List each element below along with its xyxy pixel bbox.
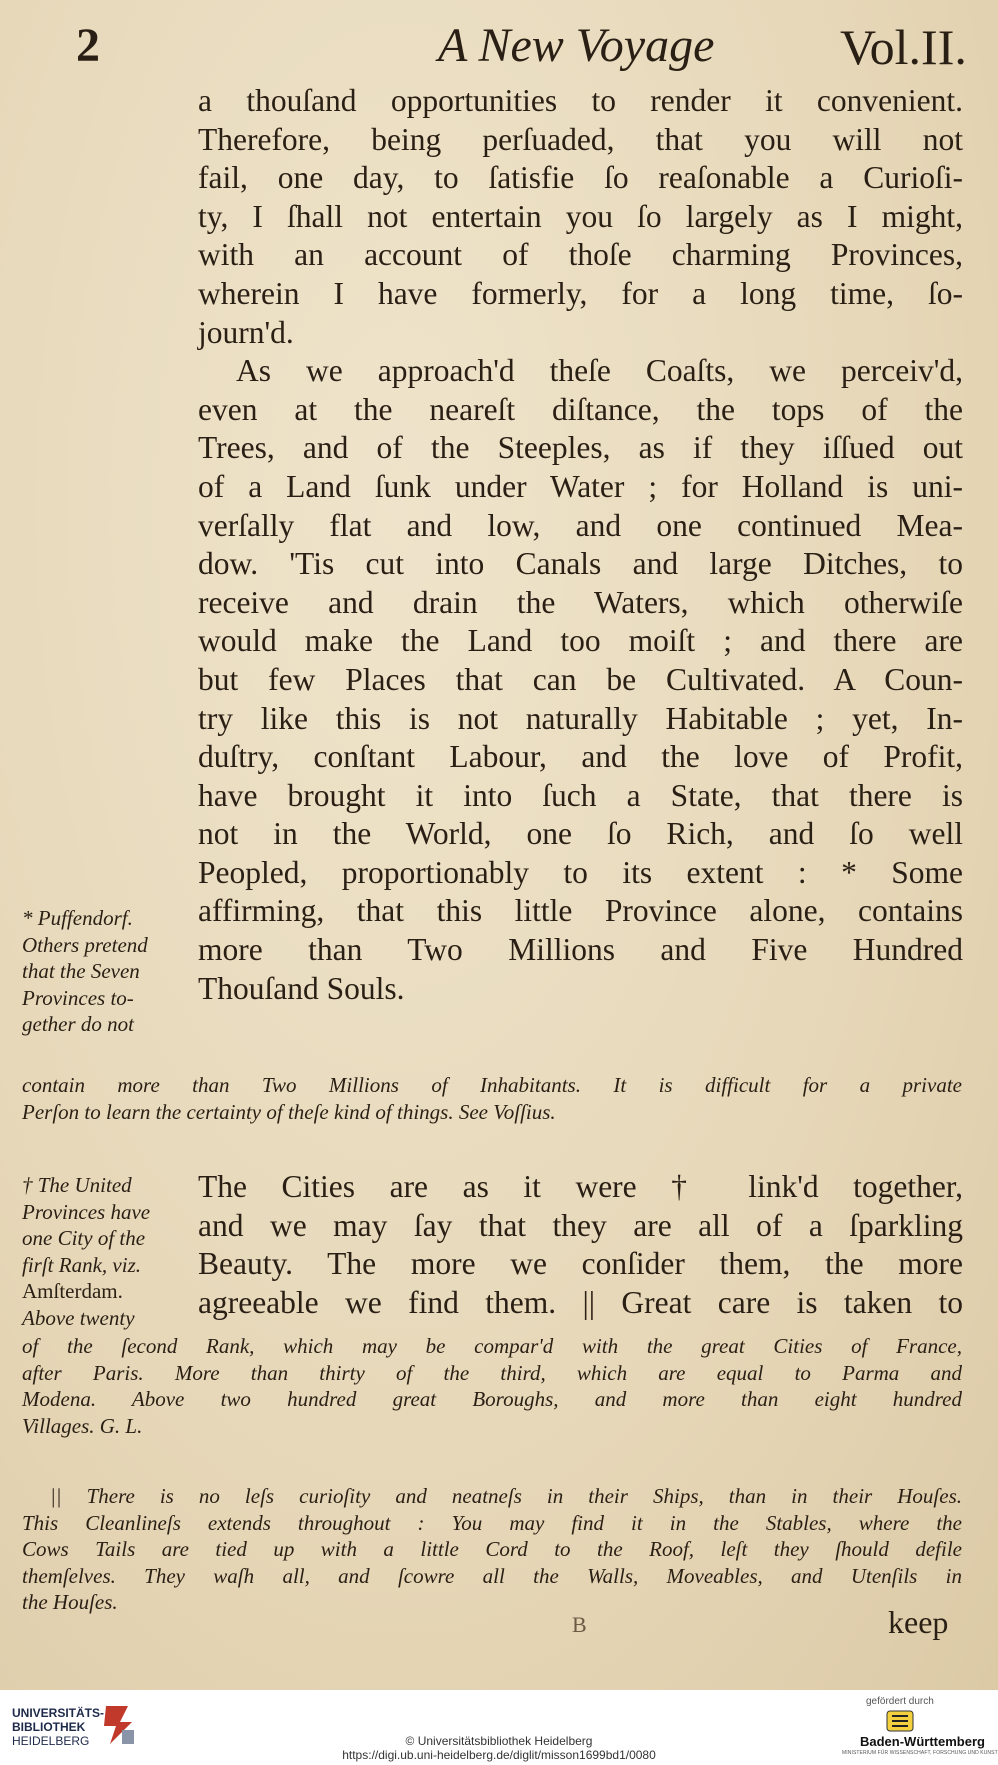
note-line: firſt Rank, viz. — [22, 1252, 141, 1277]
text-line: and we may ſay that they are all of a ſparkling — [198, 1207, 963, 1243]
text-line: duſtry, conſtant Labour, and the love of Profit, — [198, 739, 963, 775]
text-line: have brought it into ſuch a State, that there is — [198, 777, 963, 813]
text-line: ty, I ſhall not entertain you ſo largely as I might, — [198, 198, 963, 234]
body-text-1 — [198, 82, 963, 1008]
volume-label: Vol.II. — [840, 19, 967, 75]
text-line: Peopled, proportionably to its extent : * Some — [198, 854, 963, 890]
note-line: Cows Tails are tied up with a little Cord to the Roof, leſt they ſhould defile — [22, 1537, 962, 1561]
margin-note-2 — [22, 1172, 200, 1331]
note-line: Perſon to learn the certainty of theſe kind of things. See Voſſius. — [22, 1099, 556, 1124]
note-line: themſelves. They waſh all, and ſcowre all the Walls, Moveables, and Utenſils in — [22, 1563, 962, 1588]
text-line: fail, one day, to ſatisfie ſo reaſonable a Curioſi- — [198, 160, 963, 196]
note-line: Villages. G. L. — [22, 1413, 143, 1438]
funder-name: Baden-Württemberg — [860, 1734, 985, 1749]
text-line: a thouſand opportunities to render it convenient. — [198, 83, 963, 118]
text-line: with an account of thoſe charming Provinces, — [198, 237, 963, 273]
note-line: contain more than Two Millions of Inhabitants. It is difficult for a private — [22, 1073, 962, 1097]
text-line: Trees, and of the Steeples, as if they iſſued out — [198, 430, 963, 466]
note-line: Provinces have — [22, 1199, 151, 1224]
copyright-text: © Universitätsbibliothek Heidelberg — [405, 1734, 593, 1748]
catchword: keep — [888, 1604, 949, 1640]
library-name-line: UNIVERSITÄTS- — [12, 1706, 105, 1720]
funder-subtitle: MINISTERIUM FÜR WISSENSCHAFT, FORSCHUNG UND KUNST — [842, 1750, 998, 1756]
note-line: This Cleanlineſs extends throughout : You may find it in the Stables, where the — [22, 1510, 962, 1535]
footnote-2 — [22, 1333, 962, 1439]
text-line: even at the neareſt diſtance, the tops of the — [198, 391, 963, 427]
note-line: one City of the — [22, 1226, 146, 1250]
note-line: the Houſes. — [22, 1590, 118, 1614]
signature-mark: B — [572, 1612, 587, 1637]
text-line: Thouſand Souls. — [198, 970, 405, 1006]
note-line: of the ſecond Rank, which may be compar'd with the great Cities of France, — [22, 1334, 962, 1358]
note-line: gether do not — [22, 1012, 134, 1036]
text-line: As we approach'd theſe Coaſts, we perceiv'd, — [236, 353, 963, 389]
footnote-1 — [22, 1072, 962, 1125]
viewer-footer — [0, 1690, 998, 1765]
note-line: || There is no leſs curioſity and neatneſs in their Ships, than in their Houſes. — [50, 1484, 962, 1508]
funded-by-label: gefördert durch — [866, 1696, 934, 1707]
text-line: wherein I have formerly, for a long time, ſo- — [198, 275, 963, 311]
note-line: Modena. Above two hundred great Boroughs, and more than eight hundred — [22, 1387, 962, 1411]
note-line: † The United — [22, 1173, 132, 1197]
footnote-3 — [22, 1483, 962, 1616]
note-line: Above twenty — [22, 1305, 135, 1330]
text-line: receive and drain the Waters, which otherwiſe — [198, 584, 963, 620]
text-line: The Cities are as it were † link'd together, — [198, 1169, 963, 1204]
text-line: but few Places that can be Cultivated. A Coun- — [198, 661, 963, 697]
margin-note-1 — [22, 905, 200, 1038]
running-head: A New Voyage — [438, 19, 715, 72]
note-line: * Puffendorf. — [22, 906, 133, 930]
text-line: would make the Land too moiſt ; and there are — [198, 623, 963, 659]
permalink-url[interactable]: https://digi.ub.uni-heidelberg.de/diglit/misson1699bd1/0080 — [342, 1748, 656, 1762]
text-line: of a Land ſunk under Water ; for Holland is uni- — [198, 468, 963, 504]
note-line: Others pretend — [22, 932, 148, 957]
coat-of-arms-icon — [886, 1710, 914, 1732]
text-line: dow. 'Tis cut into Canals and large Ditches, to — [198, 546, 963, 582]
note-line: that the Seven — [22, 959, 140, 983]
page-number: 2 — [76, 19, 100, 72]
text-line: affirming, that this little Province alone, contains — [198, 893, 963, 929]
text-line: agreeable we find them. || Great care is taken to — [198, 1284, 963, 1320]
text-line: Beauty. The more we conſider them, the more — [198, 1246, 963, 1282]
note-line: Amſterdam. — [22, 1279, 123, 1303]
text-line: not in the World, one ſo Rich, and ſo well — [198, 816, 963, 852]
text-line: Therefore, being perſuaded, that you will not — [198, 121, 963, 157]
text-line: journ'd. — [198, 314, 294, 350]
text-line: verſally flat and low, and one continued Mea- — [198, 507, 963, 543]
note-line: after Paris. More than thirty of the third, which are equal to Parma and — [22, 1360, 962, 1385]
library-name-line: HEIDELBERG — [12, 1734, 90, 1748]
text-line: try like this is not naturally Habitable ; yet, In- — [198, 700, 963, 736]
body-text-2 — [198, 1168, 963, 1322]
text-line: more than Two Millions and Five Hundred — [198, 932, 963, 968]
library-name-line: BIBLIOTHEK — [12, 1720, 86, 1734]
note-line: Provinces to- — [22, 985, 134, 1010]
